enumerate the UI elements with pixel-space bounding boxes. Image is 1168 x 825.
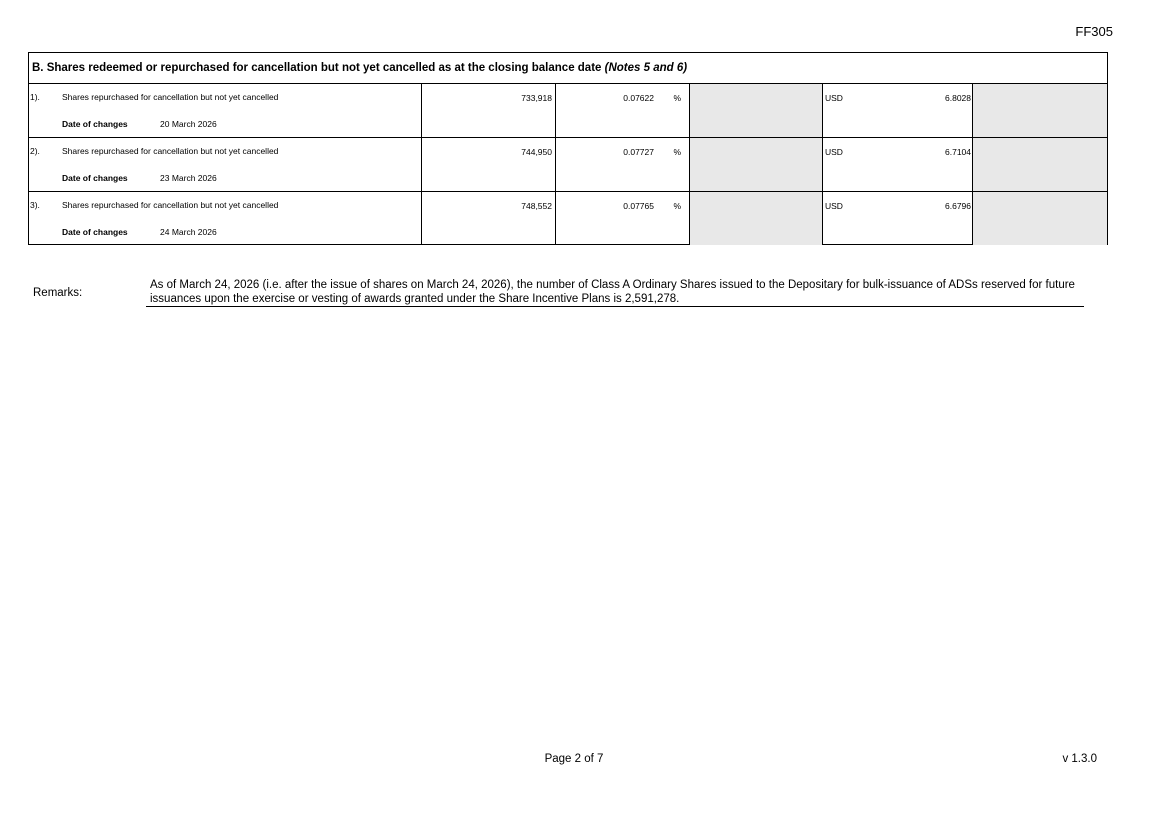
shares-repurchased-table (28, 52, 1108, 245)
currency-value: USD (825, 147, 843, 157)
currency-value: USD (825, 93, 843, 103)
shares-value: 733,918 (521, 93, 552, 103)
description-cell (29, 192, 422, 245)
price-cell (823, 192, 973, 245)
shaded-cell (690, 138, 823, 191)
page-number: Page 2 of 7 (544, 753, 604, 765)
date-of-changes-label: Date of changes (62, 173, 128, 183)
section-title (29, 53, 1107, 84)
percentage-value: 0.07765 (623, 201, 654, 211)
percentage-value: 0.07622 (623, 93, 654, 103)
shares-cell (422, 192, 556, 245)
shaded-cell (973, 84, 1107, 137)
percentage-cell (556, 192, 690, 245)
price-cell (823, 84, 973, 137)
table-row (29, 138, 1107, 192)
remarks-label: Remarks: (33, 287, 83, 299)
row-description: Shares repurchased for cancellation but not yet cancelled (62, 146, 279, 156)
table-row (29, 84, 1107, 138)
section-title-notes: (Notes 5 and 6) (604, 62, 688, 74)
section-title-text: B. Shares redeemed or repurchased for cancellation but not yet cancelled as at the closing balance date (32, 62, 602, 74)
percent-sign: % (673, 201, 681, 211)
price-value: 6.7104 (945, 147, 971, 157)
price-value: 6.6796 (945, 201, 971, 211)
price-cell (823, 138, 973, 191)
shares-value: 748,552 (521, 201, 552, 211)
date-of-changes-value: 23 March 2026 (160, 173, 217, 183)
currency-value: USD (825, 201, 843, 211)
shaded-cell (690, 84, 823, 137)
percentage-value: 0.07727 (623, 147, 654, 157)
shaded-cell (973, 138, 1107, 191)
shaded-cell (690, 192, 823, 245)
date-of-changes-label: Date of changes (62, 227, 128, 237)
percent-sign: % (673, 93, 681, 103)
shares-cell (422, 84, 556, 137)
date-of-changes-value: 20 March 2026 (160, 119, 217, 129)
row-number: 2). (30, 146, 40, 156)
price-value: 6.8028 (945, 93, 971, 103)
percent-sign: % (673, 147, 681, 157)
shares-value: 744,950 (521, 147, 552, 157)
remarks-underline (146, 306, 1084, 307)
row-number: 1). (30, 92, 40, 102)
row-number: 3). (30, 200, 40, 210)
version-label: v 1.3.0 (1062, 753, 1097, 765)
shaded-cell (973, 192, 1107, 245)
description-cell (29, 138, 422, 191)
percentage-cell (556, 84, 690, 137)
form-code: FF305 (1075, 24, 1113, 39)
table-row (29, 192, 1107, 245)
row-description: Shares repurchased for cancellation but not yet cancelled (62, 200, 279, 210)
shares-cell (422, 138, 556, 191)
date-of-changes-value: 24 March 2026 (160, 227, 217, 237)
row-description: Shares repurchased for cancellation but not yet cancelled (62, 92, 279, 102)
description-cell (29, 84, 422, 137)
date-of-changes-label: Date of changes (62, 119, 128, 129)
percentage-cell (556, 138, 690, 191)
remarks-text: As of March 24, 2026 (i.e. after the issue of shares on March 24, 2026), the number of Class A Ordinary Shares issued to the Depositary for bulk-issuance of ADSs reserved for future issuances upon the exercise or vesting of awards granted under the Share Incentive Plans is 2,591,278. (150, 279, 1075, 305)
